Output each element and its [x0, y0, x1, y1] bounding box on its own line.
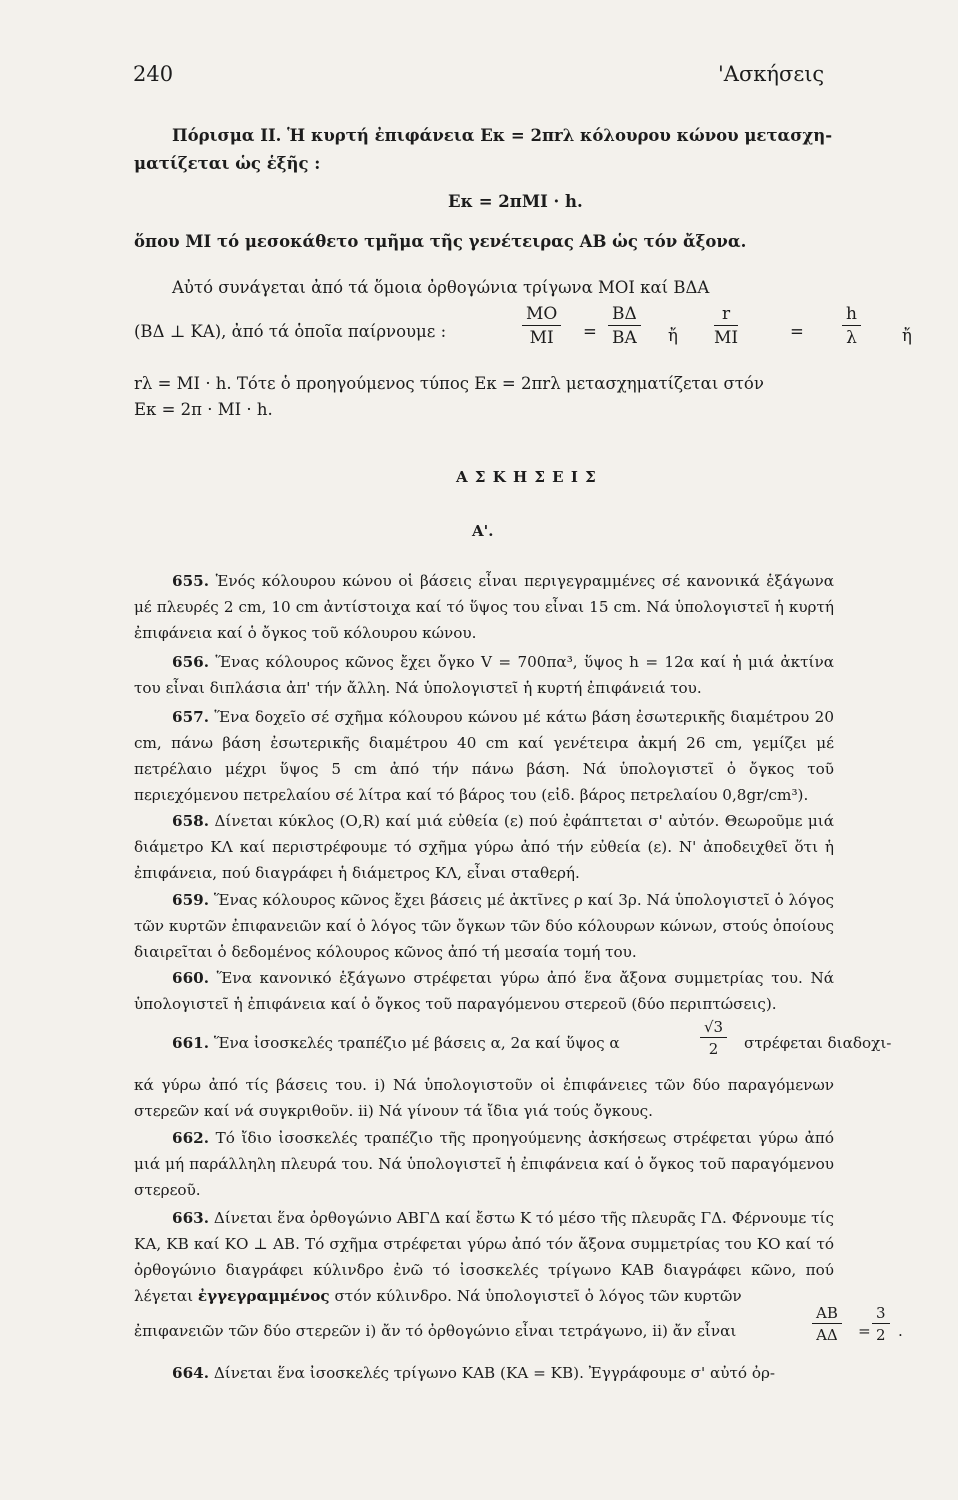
- exercise-text: Τό ἴδιο ἰσοσκελές τραπέζιο τῆς προηγούμενης ἀσκήσεως στρέφεται γύρω ἀπό μιά μή παράλληλη πλευρά του. Νά ὑπολογιστεῖ ἡ ἐπιφάνεια καί ὁ ὄγκος τοῦ παραγόμενου στερεοῦ.: [134, 1129, 834, 1199]
- exercise-657: [134, 704, 834, 808]
- equals-sign: =: [858, 1322, 871, 1340]
- fraction-numerator: ΜΟ: [522, 304, 561, 326]
- fraction-3-over-2: [872, 1304, 890, 1344]
- porisma-text-1: Ἡ κυρτή ἐπιφάνεια Eκ = 2πrλ κόλουρου κώνου μετασχη-: [287, 126, 833, 145]
- exercise-661-rest: κά γύρω ἀπό τίς βάσεις του. i) Νά ὑπολογιστοῦν οἱ ἐπιφάνειες τῶν δύο παραγόμενων στερεῶν καί νά συγκριθοῦν. ii) Νά γίνουν τά ἴδια γιά τούς ὄγκους.: [134, 1076, 834, 1120]
- exercise-text: Δίνεται ἕνα ὀρθογώνιο ΑΒΓΔ καί ἔστω Κ τό μέσο τῆς πλευρᾶς ΓΔ. Φέρνουμε τίς ΚΑ, ΚΒ καί ΚΟ ⊥ ΑΒ. Τό σχῆμα στρέφεται γύρω ἀπό τόν ἄξονα συμμετρίας του ΚΟ καί τό ὀρθογώνιο διαγράφει κύλινδρο ἐνῶ τό ἰσοσκελές τρίγωνο ΚΑΒ διαγράφει κῶνο, πού λέγεται: [134, 1209, 834, 1305]
- exercise-658: [134, 808, 834, 886]
- porisma-line3: ὅπου ΜΙ τό μεσοκάθετο τμῆμα τῆς γενέτειρας ΑΒ ὡς τόν ἄξονα.: [134, 232, 747, 251]
- or-word: ἤ: [668, 326, 678, 345]
- fraction-numerator: ΑΒ: [812, 1304, 842, 1324]
- equals-sign: =: [583, 322, 597, 341]
- fraction-numerator: r: [714, 304, 738, 326]
- or-word: ἤ: [902, 326, 912, 345]
- porisma-line1: [172, 126, 832, 145]
- fraction-denominator: ΒΑ: [612, 328, 637, 348]
- exercise-664: [172, 1364, 775, 1382]
- exercise-text: Ἕνας κόλουρος κῶνος ἔχει ὄγκο V = 700πα³, ὕψος h = 12α καί ἡ μιά ἀκτίνα του εἶναι διπλάσια ἀπ' τήν ἄλλη. Νά ὑπολογιστεῖ ἡ κυρτή ἐπιφάνειά του.: [134, 653, 835, 697]
- exercise-text: Δίνεται ἕνα ἰσοσκελές τρίγωνο ΚΑΒ (ΚΑ = ΚΒ). Ἐγγράφουμε σ' αὐτό ὀρ-: [213, 1364, 776, 1382]
- exercise-661-line1: [172, 1034, 620, 1052]
- exercise-660: [134, 965, 834, 1017]
- fraction-numerator: √3: [700, 1018, 727, 1038]
- porisma-formula: Eκ = 2πΜΙ · h.: [448, 192, 583, 211]
- fraction-r-mi: [714, 304, 738, 348]
- period: .: [898, 1322, 903, 1340]
- exercise-number: 656.: [172, 653, 209, 671]
- proof-line4: Eκ = 2π · ΜΙ · h.: [134, 400, 273, 419]
- exercise-text: Ἑνός κόλουρου κώνου οἱ βάσεις εἶναι περιγεγραμμένες σέ κανονικά ἑξάγωνα μέ πλευρές 2 cm, 10 cm ἀντίστοιχα καί τό ὕψος του εἶναι 15 cm. Νά ὑπολογιστεῖ ἡ κυρτή ἐπιφάνεια καί ὁ ὄγκος τοῦ κόλουρου κώνου.: [134, 572, 835, 642]
- exercise-text: Δίνεται κύκλος (Ο,R) καί μιά εὐθεία (ε) πού ἐφάπτεται σ' αὐτόν. Θεωροῦμε μιά διάμετρο ΚΛ καί περιστρέφουμε τό σχῆμα γύρω ἀπό τήν εὐθεία (ε). Ν' ἀποδειχθεῖ ὅτι ἡ ἐπιφάνεια, πού διαγράφει ἡ διάμετρος ΚΛ, εἶναι σταθερή.: [134, 812, 835, 882]
- exercise-659: [134, 887, 834, 965]
- exercise-text: Ἕνας κόλουρος κῶνος ἔχει βάσεις μέ ἀκτῖνες ρ καί 3ρ. Νά ὑπολογιστεῖ ὁ λόγος τῶν κυρτῶν ἐπιφανειῶν καί ὁ λόγος τῶν ὄγκων τῶν δύο κόλουρων κώνων, στούς ὁποίους διαιρεῖται ὁ δεδομένος κόλουρος κῶνος ἀπό τή μεσαία τομή του.: [134, 891, 834, 961]
- exercise-number: 657.: [172, 708, 209, 726]
- exercise-bold-term: ἐγγεγραμμένος: [197, 1287, 330, 1305]
- exercise-number: 655.: [172, 572, 209, 590]
- fraction-denominator: 2: [876, 1326, 886, 1344]
- exercise-text: Ἕνα κανονικό ἑξάγωνο στρέφεται γύρω ἀπό ἕνα ἄξονα συμμετρίας του. Νά ὑπολογιστεῖ ἡ ἐπιφάνεια καί ὁ ὄγκος τοῦ παραγόμενου στερεοῦ (δύο περιπτώσεις).: [134, 969, 835, 1013]
- exercise-number: 658.: [172, 812, 209, 830]
- exercise-number: 663.: [172, 1209, 209, 1227]
- fraction-denominator: ΑΔ: [816, 1326, 838, 1344]
- exercise-number: 664.: [172, 1364, 209, 1382]
- exercise-text: Ἕνα ἰσοσκελές τραπέζιο μέ βάσεις α, 2α καί ὕψος α: [213, 1034, 620, 1052]
- exercise-text: στρέφεται διαδοχι-: [744, 1034, 892, 1052]
- fraction-sqrt3-over-2: [700, 1018, 727, 1058]
- exercise-number: 662.: [172, 1129, 209, 1147]
- exercise-number: 661.: [172, 1034, 209, 1052]
- exercise-number: 660.: [172, 969, 209, 987]
- porisma-label: Πόρισμα ΙΙ.: [172, 126, 282, 145]
- porisma-line2: ματίζεται ὡς ἑξῆς :: [134, 154, 321, 173]
- exercise-655: [134, 568, 834, 646]
- exercise-663: [134, 1205, 834, 1309]
- exercise-number: 659.: [172, 891, 209, 909]
- proof-line1: Αὐτό συνάγεται ἀπό τά ὅμοια ὀρθογώνια τρίγωνα ΜΟΙ καί ΒΔΑ: [172, 278, 710, 297]
- section-subtitle: Α'.: [472, 522, 494, 540]
- fraction-denominator: ΜΙ: [714, 328, 739, 348]
- fraction-bd-ba: [608, 304, 641, 348]
- running-title: 'Ασκήσεις: [718, 62, 825, 86]
- fraction-numerator: 3: [872, 1304, 890, 1324]
- page-number: 240: [133, 62, 174, 86]
- exercise-662: [134, 1125, 834, 1203]
- exercise-656: [134, 649, 834, 701]
- fraction-denominator: ΜΙ: [529, 328, 554, 348]
- equals-sign: =: [790, 322, 804, 341]
- fraction-denominator: 2: [708, 1040, 719, 1058]
- section-title: Α Σ Κ Η Σ Ε Ι Σ: [456, 468, 597, 486]
- proof-line3: rλ = ΜΙ · h. Τότε ὁ προηγούμενος τύπος Eκ = 2πrλ μετασχηματίζεται στόν: [134, 374, 764, 393]
- exercise-663-lastline: ἐπιφανειῶν τῶν δύο στερεῶν i) ἄν τό ὀρθογώνιο εἶναι τετράγωνο, ii) ἄν εἶναι: [134, 1322, 737, 1340]
- fraction-denominator: λ: [846, 328, 857, 348]
- exercise-text: στόν κύλινδρο. Νά ὑπολογιστεῖ ὁ λόγος τῶν κυρτῶν: [334, 1287, 742, 1305]
- fraction-ab-ad: [812, 1304, 842, 1344]
- exercise-text: Ἕνα δοχεῖο σέ σχῆμα κόλουρου κώνου μέ κάτω βάση ἐσωτερικῆς διαμέτρου 20 cm, πάνω βάση ἐσωτερικῆς διαμέτρου 40 cm καί γενέτειρα ἀκμή 26 cm, γεμίζει μέ πετρέλαιο μέχρι ὕψος 5 cm ἀπό τήν πάνω βάση. Νά ὑπολογιστεῖ ὁ ὄγκος τοῦ περιεχόμενου πετρελαίου σέ λίτρα καί τό βάρος του (εἰδ. βάρος πετρελαίου 0,8gr/cm³).: [134, 708, 834, 804]
- fraction-numerator: ΒΔ: [608, 304, 641, 326]
- proof-line2: (ΒΔ ⊥ ΚΑ), ἀπό τά ὁποῖα παίρνουμε :: [134, 322, 447, 341]
- fraction-h-lambda: [842, 304, 861, 348]
- fraction-mo-mi: [522, 304, 561, 348]
- fraction-numerator: h: [842, 304, 861, 326]
